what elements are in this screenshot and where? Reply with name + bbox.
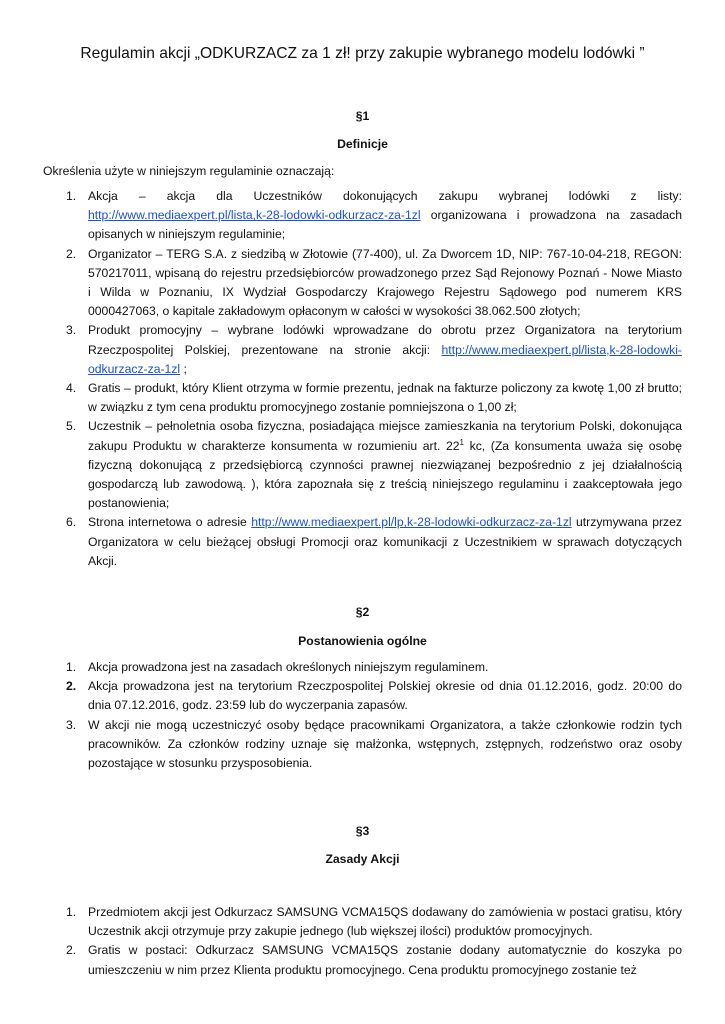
list-item-text: Akcja prowadzona jest na zasadach określonych niniejszym regulaminem. xyxy=(88,660,489,674)
section-2-heading: Postanowienia ogólne xyxy=(298,634,427,648)
promo-list-link[interactable]: http://www.mediaexpert.pl/lista,k-28-lodowki-odkurzacz-za-1zl xyxy=(88,208,421,223)
list-item-number: 1. xyxy=(66,905,77,919)
list-item-text: Akcja prowadzona jest na terytorium Rzeczpospolitej Polskiej okresie od dnia 01.12.2016, godz. 20:00 do dnia 07.12.2016, godz. 23:59 lub do wyczerpania zapasów. xyxy=(88,679,682,713)
list-item-text: ; xyxy=(180,361,187,376)
section-3-number: §3 xyxy=(355,824,370,838)
list-item-number: 5. xyxy=(66,419,77,434)
list-item-text: Gratis – produkt, który Klient otrzyma w formie prezentu, jednak na fakturze policzony za kwotę 1,00 zł brutto; w związku z tym cena produktu promocyjnego zostanie pomniejszona o 1,00 zł; xyxy=(88,381,682,415)
list-item xyxy=(43,187,682,245)
list-item-text: kc, (Za konsumenta uważa się osobę fizyczną dokonującą z przedsiębiorcą czynności prawnej niezwiązanej bezpośrednio z jej działalnością gospodarczą lub zawodową. ), która zapoznała się z treścią niniejszego regulaminu i zaakceptowała jego postanowienia; xyxy=(88,438,682,511)
section-1-intro: Określenia użyte w niniejszym regulaminie oznaczają: xyxy=(43,164,335,178)
list-item-text: Strona internetowa o adresie xyxy=(88,515,252,530)
section-1-heading: Definicje xyxy=(337,137,388,151)
section-2-list xyxy=(43,658,682,773)
list-item xyxy=(43,941,682,979)
list-item xyxy=(43,417,682,513)
list-item-text: organizowana i prowadzona na zasadach opisanych w niniejszym regulaminie; xyxy=(88,208,682,242)
list-item-number: 2. xyxy=(66,246,77,261)
landing-page-link[interactable]: http://www.mediaexpert.pl/lp,k-28-lodowki-odkurzacz-za-1zl xyxy=(251,515,572,530)
promo-page-link[interactable]: http://www.mediaexpert.pl/lista,k-28-lodowki-odkurzacz-za-1zl xyxy=(88,342,682,376)
list-item-text: W akcji nie mogą uczestniczyć osoby będące pracownikami Organizatora, a także członkowie rodzin tych pracowników. Za członków rodziny uznaje się małżonka, wstępnych, zstępnych, rodzeństwo oraz osoby pozostające w stosunku przysposobienia. xyxy=(88,717,682,771)
list-item-number: 1. xyxy=(66,189,77,203)
section-2-number: §2 xyxy=(355,605,370,619)
section-1-list xyxy=(43,187,682,571)
list-item xyxy=(43,321,682,379)
list-item-text: Akcja – akcja dla Uczestników dokonujących zakupu wybranej lodówki z listy: xyxy=(88,189,682,203)
list-item-number: 4. xyxy=(66,381,77,396)
section-3-list xyxy=(43,903,682,980)
list-item-number: 2. xyxy=(66,679,77,694)
list-item-number: 1. xyxy=(66,660,77,674)
list-item xyxy=(43,677,682,715)
list-item-number: 3. xyxy=(66,717,77,732)
list-item xyxy=(43,513,682,571)
list-item xyxy=(43,379,682,417)
list-item xyxy=(43,658,682,677)
list-item xyxy=(43,245,682,322)
section-1-number: §1 xyxy=(355,109,370,123)
list-item xyxy=(43,716,682,774)
list-item-text: Uczestnik – pełnoletnia osoba fizyczna, posiadająca miejsce zamieszkania na terytorium Polski, dokonująca zakupu Produktu w charakterze konsumenta w rozumieniu art. 22 xyxy=(88,419,682,453)
list-item-text: Przedmiotem akcji jest Odkurzacz SAMSUNG VCMA15QS dodawany do zamówienia w postaci gratisu, który Uczestnik akcji otrzymuje przy zakupie jednego (lub większej ilości) produktów promocyjnych. xyxy=(88,905,682,939)
list-item-number: 3. xyxy=(66,323,77,338)
section-3-heading: Zasady Akcji xyxy=(325,852,400,866)
list-item-text: Produkt promocyjny – wybrane lodówki wprowadzane do obrotu przez Organizatora na terytorium Rzeczpospolitej Polskiej, prezentowane na stronie akcji: xyxy=(88,323,682,357)
superscript: 1 xyxy=(459,437,464,447)
document-title: Regulamin akcji „ODKURZACZ za 1 zł! przy zakupie wybranego modelu lodówki ” xyxy=(80,45,645,62)
list-item-number: 6. xyxy=(66,515,77,530)
list-item-text: Organizator – TERG S.A. z siedzibą w Złotowie (77-400), ul. Za Dworcem 1D, NIP: 767-10-04-218, REGON: 570217011, wpisaną do rejestru przedsiębiorców prowadzonego przez Sąd Rejonowy Poznań - Nowe Miasto i Wilda w Poznaniu, IX Wydział Gospodarczy Krajowego Rejestru Sądowego pod numerem KRS 0000427063, o kapitale zakładowym opłaconym w całości w wysokości 38.062.500 złotych; xyxy=(88,246,682,319)
list-item-text: utrzymywana przez Organizatora w celu bieżącej obsługi Promocji oraz komunikacji z Uczestnikiem w sprawach dotyczących Akcji. xyxy=(88,515,682,568)
list-item-text: Gratis w postaci: Odkurzacz SAMSUNG VCMA15QS zostanie dodany automatycznie do koszyka po umieszczeniu w nim przez Klienta produktu promocyjnego. Cena produktu promocyjnego zostanie też xyxy=(88,943,682,977)
list-item xyxy=(43,903,682,941)
list-item-number: 2. xyxy=(66,943,77,958)
